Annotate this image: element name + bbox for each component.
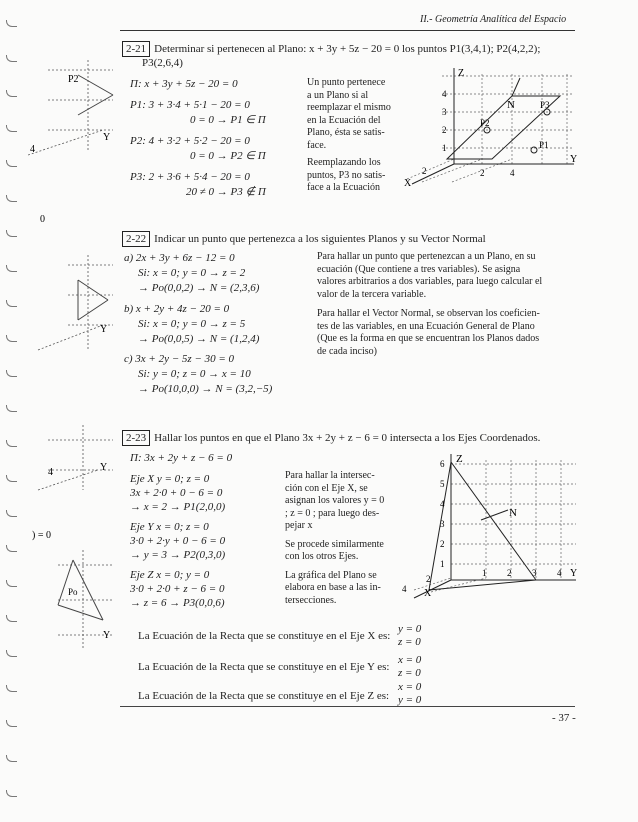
p221-sub-p1: P1: 3 + 3·4 + 5·1 − 20 = 0 xyxy=(130,99,250,111)
p222-c-sub: Si: y = 0; z = 0 → x = 10 xyxy=(138,368,251,380)
p222-a-sub: Si: x = 0; y = 0 → z = 2 xyxy=(138,267,246,279)
page-number: - 37 - xyxy=(552,712,576,724)
margin-label-eq: ) = 0 xyxy=(32,530,51,541)
fig2-tick-y3: 3 xyxy=(532,568,537,578)
p223-z-cond: Eje Z x = 0; y = 0 xyxy=(130,569,210,581)
p223-line-z-eq1: x = 0 xyxy=(398,681,422,693)
problem-number-2-21: 2-21 xyxy=(122,41,150,57)
margin-label-4: 4 xyxy=(30,144,35,155)
fig1-axis-y: Y xyxy=(570,154,577,165)
problem-number-2-23: 2-23 xyxy=(122,430,150,446)
fig2-tick-y1: 1 xyxy=(482,568,487,578)
fig1-tick-z2: 2 xyxy=(442,125,447,135)
fig2-tick-z3: 3 xyxy=(440,519,445,529)
p223-line-x-text: La Ecuación de la Recta que se constituye en el Eje X es: xyxy=(138,630,391,642)
fig1-label-p3: P3 xyxy=(540,100,550,110)
fig2-normal-label: N xyxy=(509,507,517,519)
margin-label-y4: Y xyxy=(103,630,111,641)
p223-note: Para hallar la intersec- ción con el Eje X, se asignan los valores y = 0 ; z = 0 ; para luego des- pejar x Se procede similarmente con los otros Ejes. La gráfica del Plano se elabora en base a las in- tersecciones. xyxy=(285,470,385,606)
p223-x-sub: 3x + 2·0 + 0 − 6 = 0 xyxy=(130,487,223,499)
fig2-tick-y4: 4 xyxy=(557,568,562,578)
margin-label-y2: Y xyxy=(100,324,108,335)
fig1-tick-z3: 3 xyxy=(442,107,447,117)
p222-note: Para hallar un punto que pertenezcan a un Plano, en su ecuación (Que contiene a tres variables). Se asigna valores arbitrarios a dos variables, para luego calcular el valor de la tercera variable. Para hallar el Vector Normal, se observan los coeficien- tes de las variables, en una Ecuación General de Plano (Que es la forma en que se encuentran los Planos dados de cada inciso) xyxy=(317,251,543,357)
p223-y-sub: 3·0 + 2·y + 0 − 6 = 0 xyxy=(130,535,226,547)
fig1-tick-y4: 4 xyxy=(510,168,515,178)
fig1-label-p2: P2 xyxy=(480,118,490,128)
margin-label-4b: 4 xyxy=(48,467,53,478)
margin-sketches xyxy=(28,60,123,680)
p223-plane-eq: Π: 3x + 2y + z − 6 = 0 xyxy=(130,452,233,464)
p221-res-p1: 0 = 0 → P1 ∈ Π xyxy=(190,114,266,126)
fig2-tick-z2: 2 xyxy=(440,539,445,549)
problem-2-22-statement: 2-22 Indicar un punto que pertenezca a los siguientes Planos y su Vector Normal xyxy=(122,231,486,247)
margin-label-y3: Y xyxy=(100,462,108,473)
problem-2-21-statement-cont: P3(2,6,4) xyxy=(142,57,183,69)
p221-sub-p3: P3: 2 + 3·6 + 5·4 − 20 = 0 xyxy=(130,171,250,183)
p223-y-res: → y = 3 → P2(0,3,0) xyxy=(130,549,226,561)
p222-b-eq: b) x + 2y + 4z − 20 = 0 xyxy=(124,303,230,315)
fig2-tick-z6: 6 xyxy=(440,459,445,469)
problem-number-2-22: 2-22 xyxy=(122,231,150,247)
fig1-axis-z: Z xyxy=(458,68,465,79)
p223-x-res: → x = 2 → P1(2,0,0) xyxy=(130,501,226,513)
p223-line-y-eq1: x = 0 xyxy=(398,654,422,666)
margin-label-po: Po xyxy=(68,587,78,597)
problem-2-23-statement: 2-23 Hallar los puntos en que el Plano 3x + 2y + z − 6 = 0 intersecta a los Ejes Coordenados. xyxy=(122,430,540,446)
fig2-tick-x4: 4 xyxy=(402,584,407,594)
p221-plane-eq: Π: x + 3y + 5z − 20 = 0 xyxy=(130,78,238,90)
figure-2-23-plane xyxy=(396,450,578,602)
fig1-normal-label: N xyxy=(507,99,515,111)
figure-2-21-plane xyxy=(392,64,577,194)
fig1-axis-x: X xyxy=(404,178,412,189)
p222-a-res: → Po(0,0,2) → N = (2,3,6) xyxy=(138,282,260,294)
p223-line-y-text: La Ecuación de la Recta que se constituye en el Eje Y es: xyxy=(138,661,390,673)
fig2-axis-z: Z xyxy=(456,453,463,465)
p221-res-p2: 0 = 0 → P2 ∈ Π xyxy=(190,150,266,162)
fig1-tick-y2: 2 xyxy=(480,168,485,178)
fig1-tick-z4: 4 xyxy=(442,89,447,99)
p223-line-z-text: La Ecuación de la Recta que se constituye en el Eje Z es: xyxy=(138,690,390,702)
p223-x-cond: Eje X y = 0; z = 0 xyxy=(130,473,210,485)
fig1-label-p1: P1 xyxy=(539,140,549,150)
fig2-tick-z1: 1 xyxy=(440,559,445,569)
p221-note: Un punto pertenece a un Plano si al reemplazar el mismo en la Ecuación del Plano, ésta se satis- face. Reemplazando los puntos, P3 no satis- face a la Ecuación xyxy=(307,77,391,193)
fig2-tick-z4: 4 xyxy=(440,499,445,509)
p222-a-eq: a) 2x + 3y + 6z − 12 = 0 xyxy=(124,252,235,264)
p223-z-sub: 3·0 + 2·0 + z − 6 = 0 xyxy=(130,583,225,595)
p221-sub-p2: P2: 4 + 3·2 + 5·2 − 20 = 0 xyxy=(130,135,250,147)
fig1-tick-z1: 1 xyxy=(442,143,447,153)
p221-res-p3: 20 ≠ 0 → P3 ∉ Π xyxy=(186,186,266,198)
p223-y-cond: Eje Y x = 0; z = 0 xyxy=(130,521,209,533)
fig2-tick-x2: 2 xyxy=(426,574,431,584)
running-header: II.- Geometría Analítica del Espacio xyxy=(420,14,567,25)
p223-line-z-eq2: y = 0 xyxy=(398,694,422,706)
problem-2-21-statement: 2-21 Determinar si pertenecen al Plano: x + 3y + 5z − 20 = 0 los puntos P1(3,4,1); P2(4,2,2); xyxy=(122,41,540,57)
p222-b-sub: Si: x = 0; y = 0 → z = 5 xyxy=(138,318,246,330)
margin-label-0: 0 xyxy=(40,214,45,225)
fig2-tick-y2: 2 xyxy=(507,568,512,578)
p223-line-x-eq2: z = 0 xyxy=(398,636,421,648)
p223-line-x-eq1: y = 0 xyxy=(398,623,422,635)
p222-b-res: → Po(0,0,5) → N = (1,2,4) xyxy=(138,333,260,345)
fig2-axis-x: X xyxy=(424,588,432,599)
fig1-tick-x2: 2 xyxy=(422,166,427,176)
p222-c-res: → Po(10,0,0) → N = (3,2,−5) xyxy=(138,383,273,395)
header-rule xyxy=(120,30,575,31)
margin-label-p2: P2 xyxy=(68,74,79,85)
fig2-axis-y: Y xyxy=(570,568,578,579)
footer-rule xyxy=(120,706,575,707)
margin-label-y: Y xyxy=(103,132,111,143)
p223-z-res: → z = 6 → P3(0,0,6) xyxy=(130,597,225,609)
p222-c-eq: c) 3x + 2y − 5z − 30 = 0 xyxy=(124,353,235,365)
fig2-tick-z5: 5 xyxy=(440,479,445,489)
p223-line-y-eq2: z = 0 xyxy=(398,667,421,679)
